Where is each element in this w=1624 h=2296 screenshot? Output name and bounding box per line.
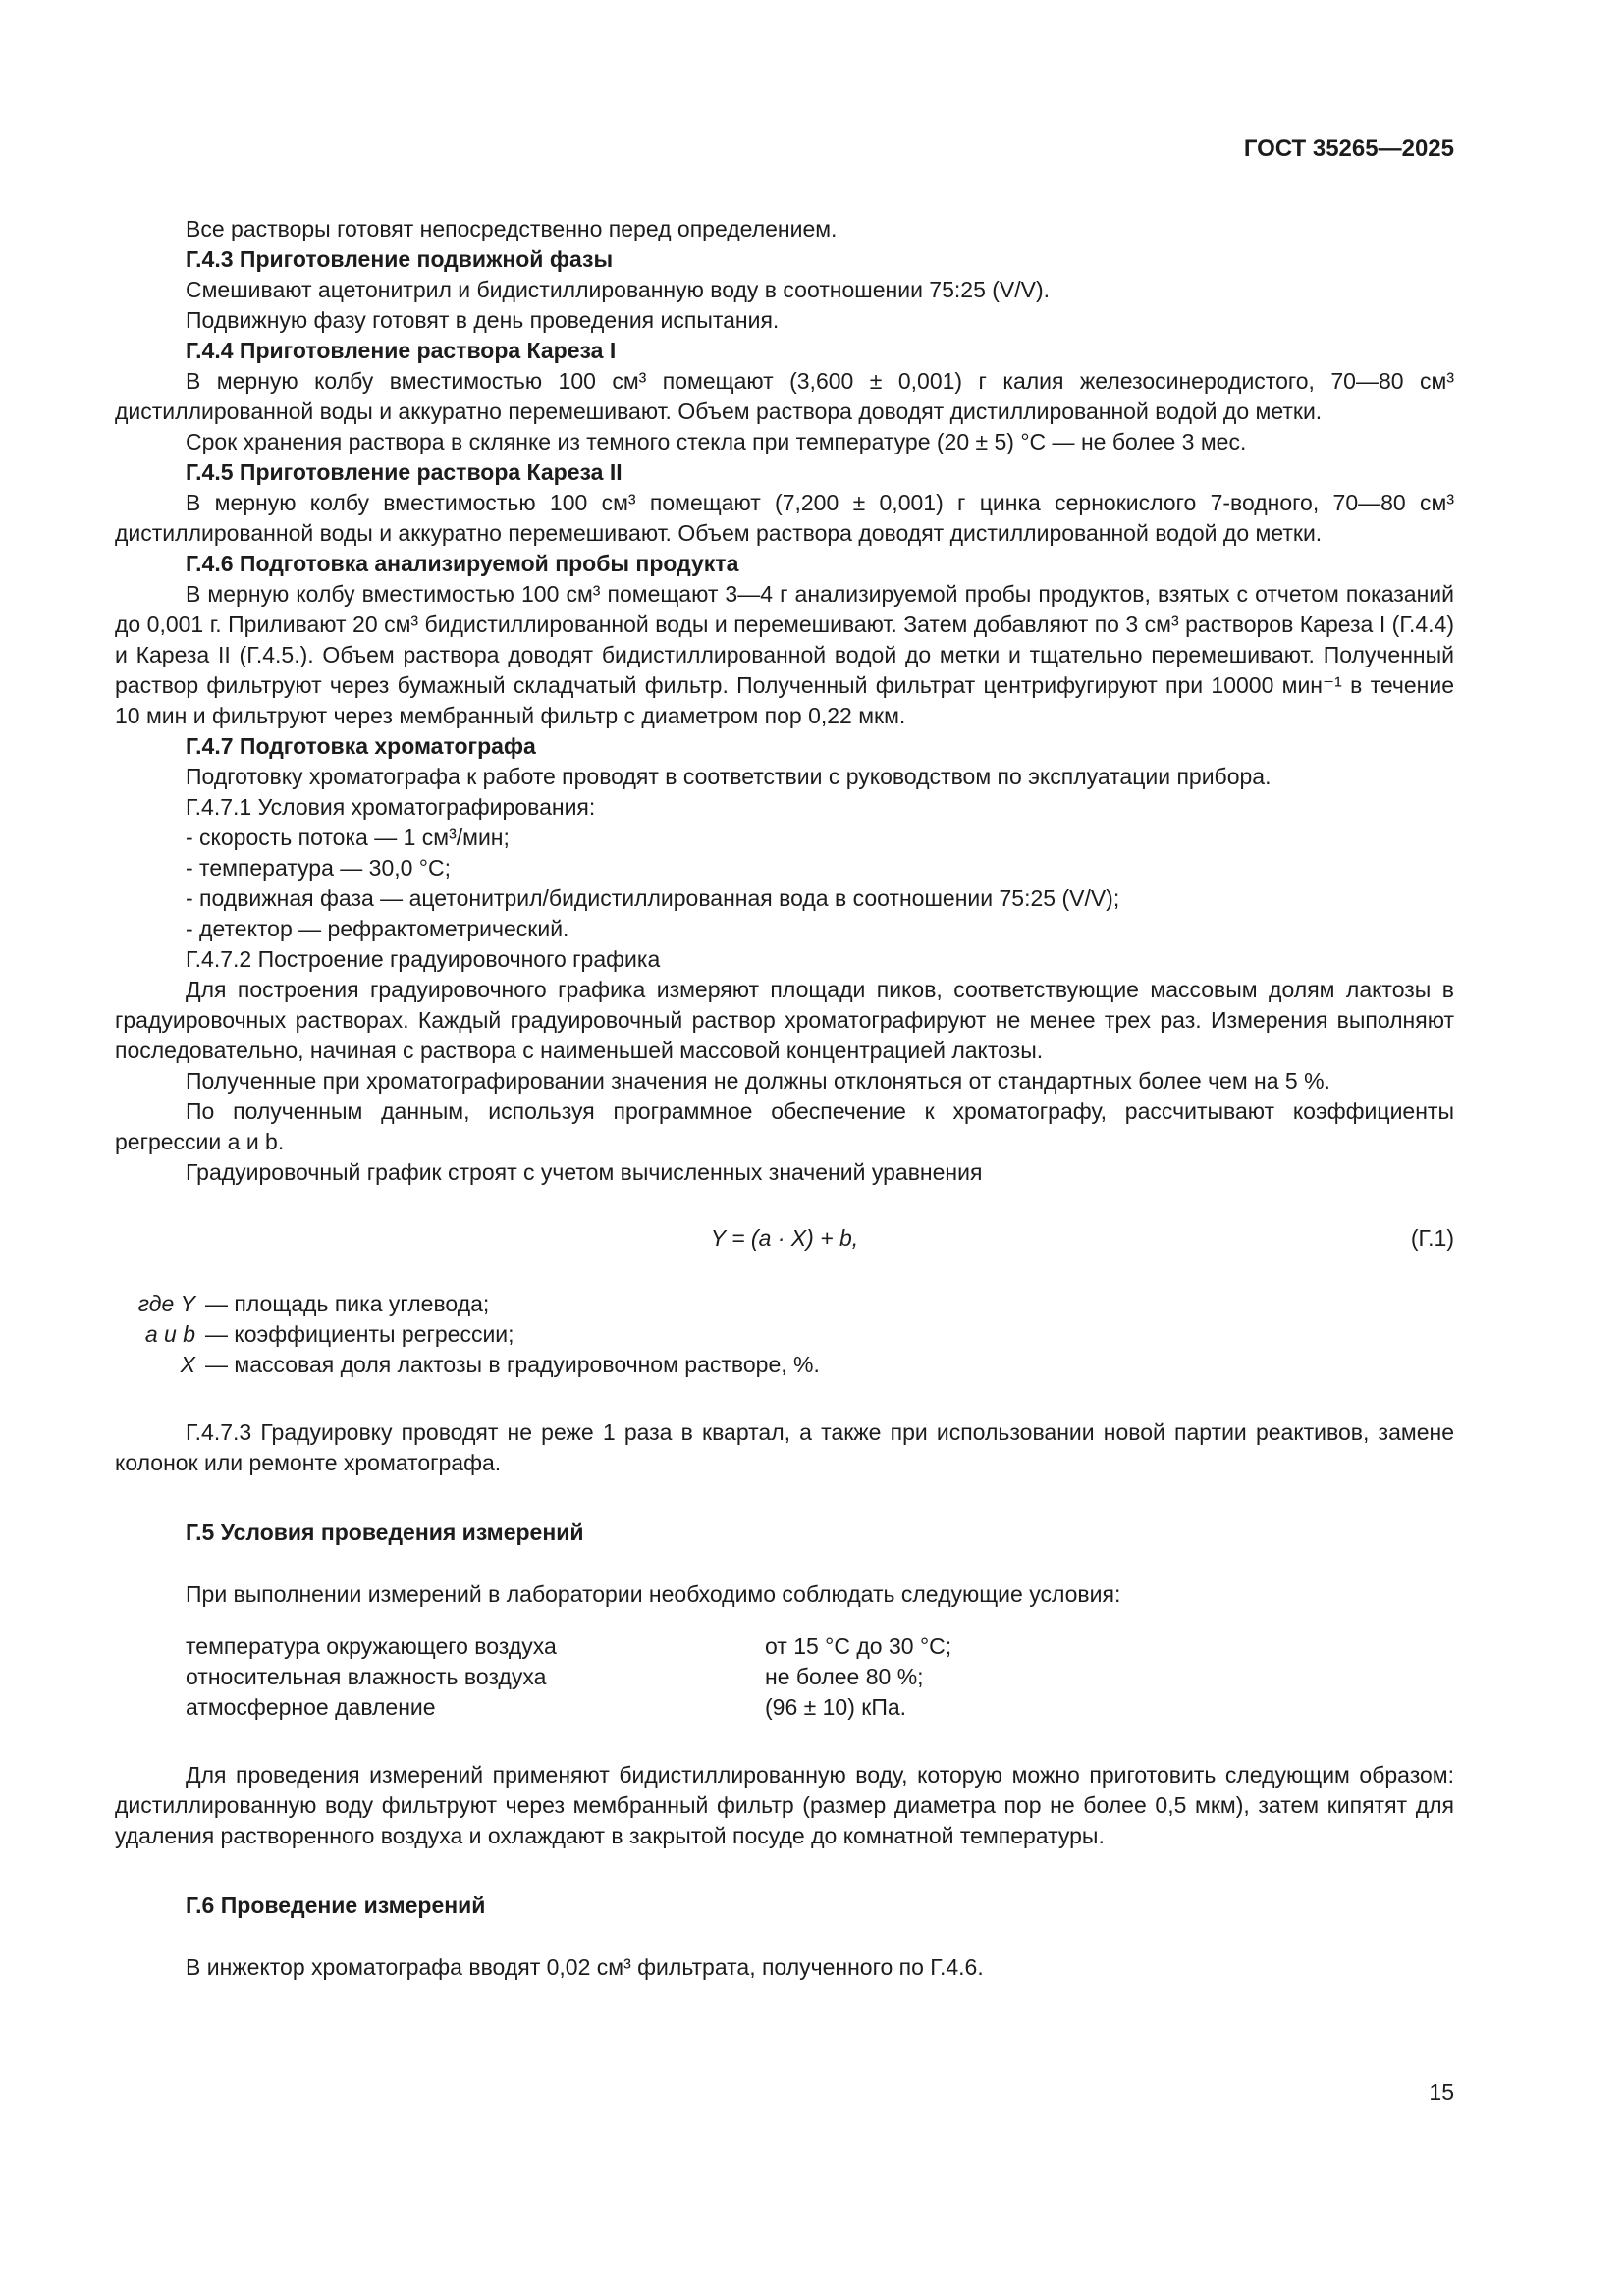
doc-number: ГОСТ 35265—2025 xyxy=(1243,135,1454,162)
heading-g5: Г.5 Условия проведения измерений xyxy=(186,1520,584,1545)
list-item-mobile-phase: - подвижная фаза — ацетонитрил/бидистиллированная вода в соотношении 75:25 (V/V); xyxy=(186,885,1120,911)
condition-name: атмосферное давление xyxy=(186,1694,436,1720)
formula-number: (Г.1) xyxy=(1410,1225,1454,1251)
paragraph-g4-7-3: Г.4.7.3 Градуировку проводят не реже 1 раза в квартал, а также при использовании новой партии реактивов, замене колонок или ремонте хроматографа. xyxy=(115,1419,1454,1475)
paragraph-carrez2: В мерную колбу вместимостью 100 см³ помещают (7,200 ± 0,001) г цинка сернокислого 7-водного, 70—80 см³ дистиллированной воды и аккуратно перемешивают. Объем раствора доводят дистиллированной водой до метки. xyxy=(115,490,1454,546)
definition-row-y xyxy=(115,1289,1454,1319)
heading-g4-3: Г.4.3 Приготовление подвижной фазы xyxy=(186,246,614,272)
condition-row-pressure xyxy=(186,1692,1454,1723)
paragraph-sample-preparation: В мерную колбу вместимостью 100 см³ помещают 3—4 г анализируемой пробы продуктов, взятых с отчетом показаний до 0,001 г. Приливают 20 см³ бидистиллированной воды и перемешивают. Затем добавляют по 3 см³ растворов Кареза I (Г.4.4) и Кареза II (Г.4.5.). Объем раствора доводят бидистиллированной водой до метки и тщательно перемешивают. Полученный раствор фильтруют через бумажный складчатый фильтр. Полученный фильтрат центрифугируют при 10000 мин⁻¹ в течение 10 мин и фильтруют через мембранный фильтр с диаметром пор 0,22 мкм. xyxy=(115,581,1454,728)
subheading-g4-7-1: Г.4.7.1 Условия хроматографирования: xyxy=(186,794,596,820)
paragraph-carrez1: В мерную колбу вместимостью 100 см³ помещают (3,600 ± 0,001) г калия железосинеродистого, 70—80 см³ дистиллированной воды и аккуратно перемешивают. Объем раствора доводят дистиллированной водой до метки. xyxy=(115,368,1454,424)
heading-g4-5: Г.4.5 Приготовление раствора Кареза II xyxy=(186,459,623,485)
page-number: 15 xyxy=(1429,2079,1454,2105)
paragraph-graph-equation: Градуировочный график строят с учетом вычисленных значений уравнения xyxy=(186,1159,983,1185)
paragraph-chromatograph-prep: Подготовку хроматографа к работе проводят в соответствии с руководством по эксплуатации прибора. xyxy=(186,764,1272,789)
definition-row-x xyxy=(115,1350,1454,1380)
heading-g6: Г.6 Проведение измерений xyxy=(186,1893,486,1918)
condition-value: (96 ± 10) кПа. xyxy=(765,1694,907,1720)
paragraph-mobile-phase-mix: Смешивают ацетонитрил и бидистиллированную воду в соотношении 75:25 (V/V). xyxy=(186,277,1051,302)
definition-term: a и b xyxy=(144,1321,195,1347)
formula-g1 xyxy=(115,1223,1454,1254)
paragraph-solutions-note: Все растворы готовят непосредственно перед определением. xyxy=(186,216,838,241)
subheading-g4-7-2: Г.4.7.2 Построение градуировочного графика xyxy=(186,946,661,972)
condition-row-humidity xyxy=(186,1662,1454,1692)
heading-g4-6: Г.4.6 Подготовка анализируемой пробы продукта xyxy=(186,551,739,576)
definition-row-ab xyxy=(115,1319,1454,1350)
paragraph-carrez1-storage: Срок хранения раствора в склянке из темного стекла при температуре (20 ± 5) °С — не более 3 мес. xyxy=(186,429,1247,454)
definition-text: — площадь пика углевода; xyxy=(205,1291,490,1316)
paragraph-deviation-limit: Полученные при хроматографировании значения не должны отклоняться от стандартных более чем на 5 %. xyxy=(186,1068,1330,1094)
paragraph-calibration-graph: Для построения градуировочного графика измеряют площади пиков, соответствующие массовым долям лактозы в градуировочных растворах. Каждый градуировочный раствор хроматографируют не менее трех раз. Измерения выполняют последовательно, начиная с раствора с наименьшей массовой концентрацией лактозы. xyxy=(115,977,1454,1063)
condition-row-temperature xyxy=(186,1631,1454,1662)
document-body xyxy=(115,214,1454,1983)
paragraph-g5-intro: При выполнении измерений в лаборатории необходимо соблюдать следующие условия: xyxy=(186,1581,1121,1607)
definition-term: X xyxy=(180,1352,195,1377)
list-item-detector: - детектор — рефрактометрический. xyxy=(186,916,569,941)
paragraph-regression: По полученным данным, используя программное обеспечение к хроматографу, рассчитывают коэффициенты регрессии a и b. xyxy=(115,1098,1454,1154)
condition-name: относительная влажность воздуха xyxy=(186,1664,547,1689)
formula-expression: Y = (a · X) + b, xyxy=(710,1225,859,1251)
definition-term: где Y xyxy=(137,1291,195,1316)
definition-text: — массовая доля лактозы в градуировочном растворе, %. xyxy=(205,1352,820,1377)
list-item-flow-rate: - скорость потока — 1 см³/мин; xyxy=(186,825,510,850)
paragraph-g6-body: В инжектор хроматографа вводят 0,02 см³ фильтрата, полученного по Г.4.6. xyxy=(186,1954,984,1980)
heading-g4-7: Г.4.7 Подготовка хроматографа xyxy=(186,733,536,759)
paragraph-bidistilled-water: Для проведения измерений применяют бидистиллированную воду, которую можно приготовить следующим образом: дистиллированную воду фильтруют через мембранный фильтр (размер диаметра пор не более 0,5 мкм), затем кипятят для удаления растворенного воздуха и охлаждают в закрытой посуде до комнатной температуры. xyxy=(115,1762,1454,1848)
heading-g4-4: Г.4.4 Приготовление раствора Кареза I xyxy=(186,338,617,363)
conditions-table xyxy=(186,1631,1454,1723)
condition-value: от 15 °С до 30 °С; xyxy=(765,1633,952,1659)
formula-definitions xyxy=(115,1289,1454,1380)
document-page xyxy=(115,135,1454,1983)
list-item-temperature: - температура — 30,0 °С; xyxy=(186,855,452,881)
definition-text: — коэффициенты регрессии; xyxy=(205,1321,514,1347)
paragraph-mobile-phase-day: Подвижную фазу готовят в день проведения испытания. xyxy=(186,307,780,333)
condition-value: не более 80 %; xyxy=(765,1664,924,1689)
condition-name: температура окружающего воздуха xyxy=(186,1633,557,1659)
